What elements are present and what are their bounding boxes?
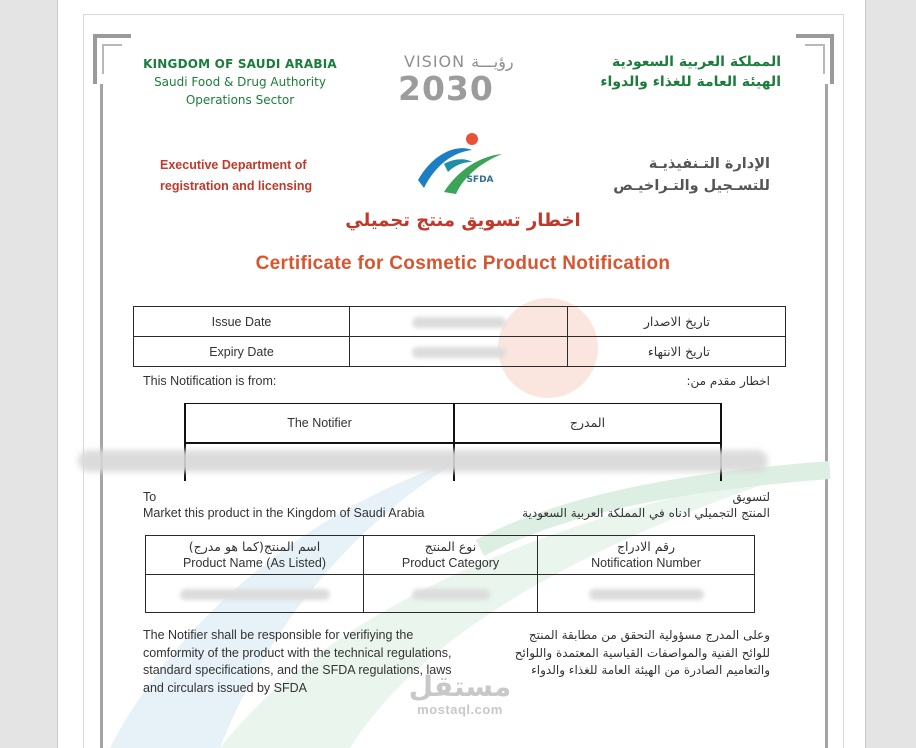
responsibility-ar-line-1: وعلى المدرج مسؤولية التحقق من مطابقة المنتج [528,628,770,642]
responsibility-ar-line-3: والتعاميم الصادرة من الهيئة العامة للغذاء والدواء [531,663,770,677]
notification-from-en: This Notification is from: [143,374,277,388]
frame-corner-inner-left [102,44,122,74]
responsibility-en-line-3: standard specifications, and the SFDA regulations, laws [143,663,452,677]
notification-from-ar: اخطار مقدم من: [686,374,770,388]
product-category-header-ar: نوع المنتج [424,539,477,554]
header-country-en: KINGDOM OF SAUDI ARABIA [143,57,337,71]
vision-arabic: رؤيـــة [471,52,514,71]
department-ar-line-1: الإدارة التـنفيذيـة [648,156,770,172]
notification-number-header [538,536,755,575]
responsibility-en-line-2: comformity of the product with the technical regulations, [143,645,452,660]
sfda-logo-icon [414,130,506,198]
mostaql-watermark-en: mostaql.com [417,702,503,717]
mostaql-watermark [395,672,525,717]
sfda-logo-text: SFDA [466,175,494,185]
vision-word: VISION [404,52,466,71]
table-row [134,337,786,367]
viewer-background-left [0,0,57,748]
viewer-background-right [866,0,916,748]
notification-number-value [538,575,755,613]
header-english [140,55,340,109]
title-english: Certificate for Cosmetic Product Notification [255,253,671,274]
header-authority-en: Saudi Food & Drug Authority [154,75,326,89]
header-authority-ar: الهيئة العامة للغذاء والدواء [600,74,781,90]
product-name-header-ar: اسم المنتج(كما هو مدرج) [188,539,321,554]
to-market-en [143,489,424,521]
department-arabic [600,153,770,197]
product-category-header-en: Product Category [401,556,500,570]
responsibility-en-line-1: The Notifier shall be responsible for verifiying the [143,628,414,642]
notifier-label-ar: المدرج [454,404,721,443]
table-row [185,404,721,443]
department-en-line-1: Executive Department of [160,158,307,172]
to-en-line-2: Market this product in the Kingdom of Saudi Arabia [143,506,425,520]
responsibility-en-line-4: and circulars issued by SFDA [143,680,307,695]
redacted-value [589,589,704,600]
redacted-value [412,589,490,600]
redacted-value [180,589,330,600]
mostaql-watermark-ar: مستقل [408,670,512,703]
product-table [145,535,755,613]
expiry-date-label: Expiry Date [134,337,350,367]
title-arabic: اخطار تسويق منتج تجميلي [345,210,581,231]
product-category-value [364,575,538,613]
table-row [146,575,755,613]
vision-2030-logo [398,52,528,116]
notification-number-header-en: Notification Number [591,556,701,570]
to-en-line-1: To [143,490,157,504]
table-row [134,307,786,337]
header-sector-en: Operations Sector [185,93,295,107]
expiry-date-value [350,337,568,367]
to-ar-line-1: لتسويق [732,490,770,504]
redacted-notifier-band [78,450,768,472]
redacted-value [412,317,506,328]
product-category-header [364,536,538,575]
issue-date-label: Issue Date [134,307,350,337]
expiry-date-label-ar: تاريخ الانتهاء [568,337,786,367]
product-name-header-en: Product Name (As Listed) [182,556,327,570]
frame-corner-inner-right [805,44,825,74]
product-name-header [146,536,364,575]
notification-number-header-ar: رقم الادراج [616,539,676,554]
vision-year: 2030 [398,69,494,108]
header-country-ar: المملكة العربية السعودية [612,54,781,70]
department-ar-line-2: للتسـجيل والتـراخيـص [613,178,770,194]
redacted-value [412,347,506,358]
issue-date-label-ar: تاريخ الاصدار [568,307,786,337]
header-arabic [585,52,781,92]
table-row [146,536,755,575]
product-name-value [146,575,364,613]
notifier-label-en: The Notifier [185,404,454,443]
department-en-line-2: registration and licensing [160,179,313,193]
responsibility-ar-line-2: للوائح الفنية والمواصفات القياسية المعتمدة واللوائح [514,645,770,660]
dates-table [133,306,786,367]
department-english [160,155,320,197]
to-ar-line-2: المنتج التجميلي ادناه في المملكة العربية السعودية [522,506,770,520]
to-market-ar [480,489,770,521]
issue-date-value [350,307,568,337]
